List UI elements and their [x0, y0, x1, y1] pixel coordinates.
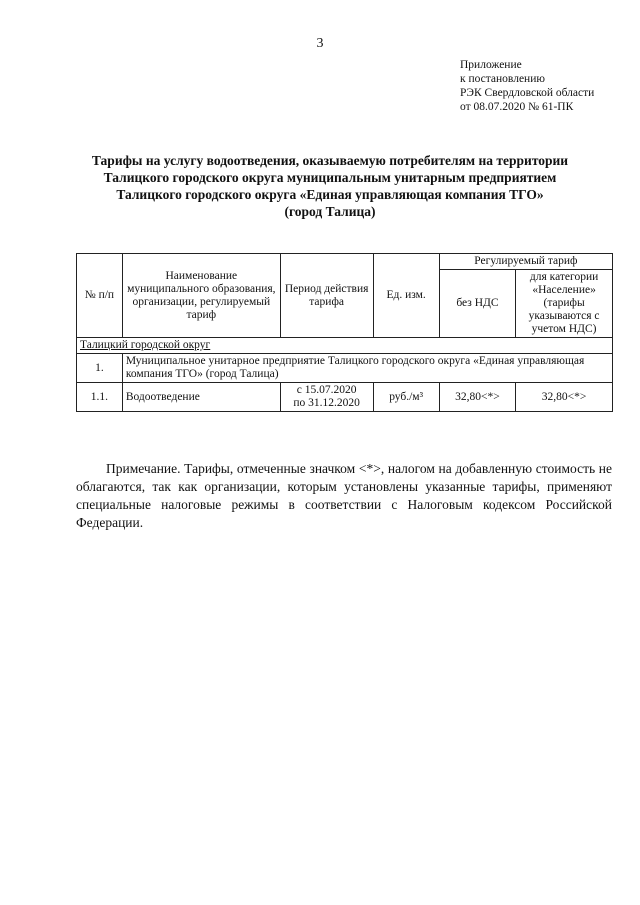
tariff-row [77, 383, 613, 412]
header-population: для категории «Население» (тарифы указываются с учетом НДС) [516, 270, 613, 338]
header-name: Наименование муниципального образования, организации, регулируемый тариф [122, 254, 280, 338]
page-number: 3 [316, 36, 324, 51]
row-unit: руб./м³ [373, 383, 439, 412]
period-to: по 31.12.2020 [293, 397, 360, 409]
row-period [280, 383, 373, 412]
note-text: Примечание. Тарифы, отмеченные значком <*>, налогом на добавленную стоимость не облагаются, так как организации, которым установлены указанные тарифы, применяют специальные налоговые режимы в соответствии с Налоговым кодексом Российской Федерации. [76, 461, 612, 530]
header-unit: Ед. изм. [373, 254, 439, 338]
title-line: (город Талица) [284, 204, 376, 219]
appendix-block [460, 58, 594, 114]
header-regulated-tariff: Регулируемый тариф [439, 254, 612, 270]
period-from: с 15.07.2020 [296, 384, 357, 396]
row-service: Водоотведение [122, 383, 280, 412]
appendix-line: от 08.07.2020 № 61-ПК [460, 101, 574, 113]
appendix-line: к постановлению [460, 73, 545, 85]
row-num: 1.1. [77, 383, 123, 412]
header-period: Период действия тарифа [280, 254, 373, 338]
appendix-line: РЭК Свердловской области [460, 87, 595, 99]
header-num: № п/п [77, 254, 123, 338]
note-paragraph [76, 460, 612, 532]
region-name: Талицкий городской округ [77, 338, 613, 354]
region-row [77, 338, 613, 354]
header-no-vat: без НДС [439, 270, 515, 338]
org-name: Муниципальное унитарное предприятие Талицкого городского округа «Единая управляющая компания ТГО» (город Талица) [122, 354, 612, 383]
appendix-line: Приложение [460, 59, 522, 71]
tariff-table [76, 253, 613, 412]
title-line: Талицкого городского округа «Единая управляющая компания ТГО» [116, 187, 544, 202]
title-line: Талицкого городского округа муниципальным унитарным предприятием [103, 170, 557, 185]
title-line: Тарифы на услугу водоотведения, оказываемую потребителям на территории [91, 153, 569, 168]
org-num: 1. [77, 354, 123, 383]
row-no-vat: 32,80<*> [439, 383, 515, 412]
org-row [77, 354, 613, 383]
header-row [77, 254, 613, 270]
document-title [70, 152, 590, 220]
row-population: 32,80<*> [516, 383, 613, 412]
